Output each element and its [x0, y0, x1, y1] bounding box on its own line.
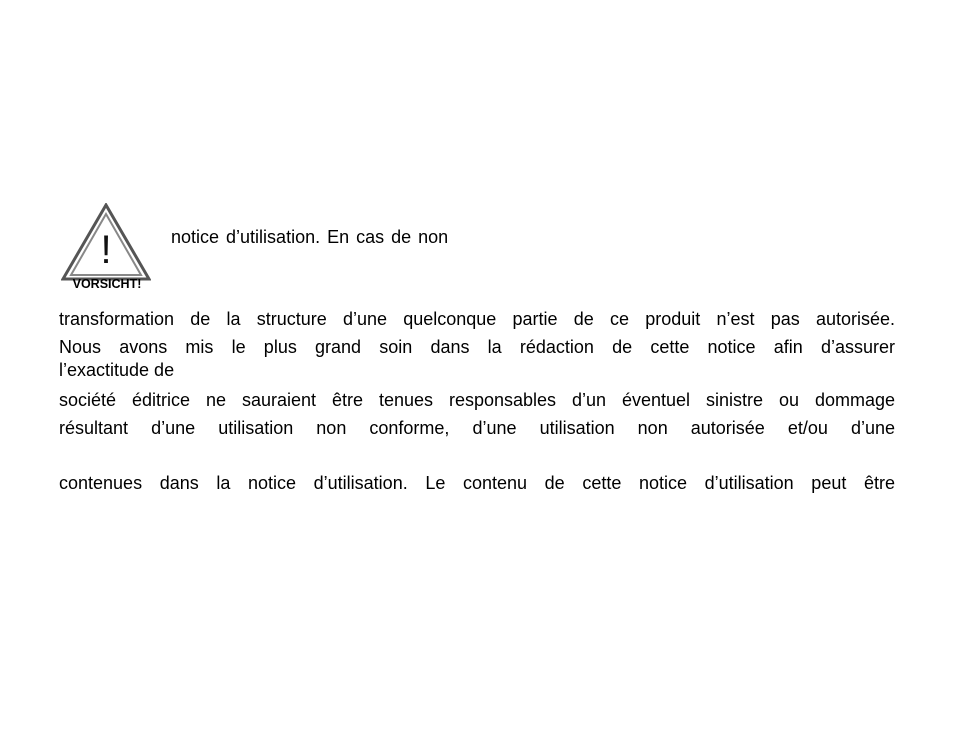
- text-line-6: contenues dans la notice d’utilisation. Le contenu de cette notice d’utilisation peut être: [59, 473, 895, 493]
- warning-label: VORSICHT!: [72, 277, 142, 289]
- text-line-5: résultant d’une utilisation non conforme, d’une utilisation non autorisée et/ou d’une: [59, 418, 895, 438]
- text-line-3: l’exactitude de: [59, 360, 175, 380]
- exclamation-triangle-icon: [61, 203, 151, 289]
- text-line-1: transformation de la structure d’une quelconque partie de ce produit n’est pas autorisée.: [59, 309, 895, 329]
- header-text: notice d’utilisation. En cas de non: [171, 227, 449, 247]
- text-line-2: Nous avons mis le plus grand soin dans la rédaction de cette notice afin d’assurer: [59, 337, 895, 357]
- warning-triangle-icon: [61, 203, 151, 289]
- text-line-4: société éditrice ne sauraient être tenues responsables d’un éventuel sinistre ou dommage: [59, 390, 895, 410]
- warning-glyph: !: [100, 228, 112, 272]
